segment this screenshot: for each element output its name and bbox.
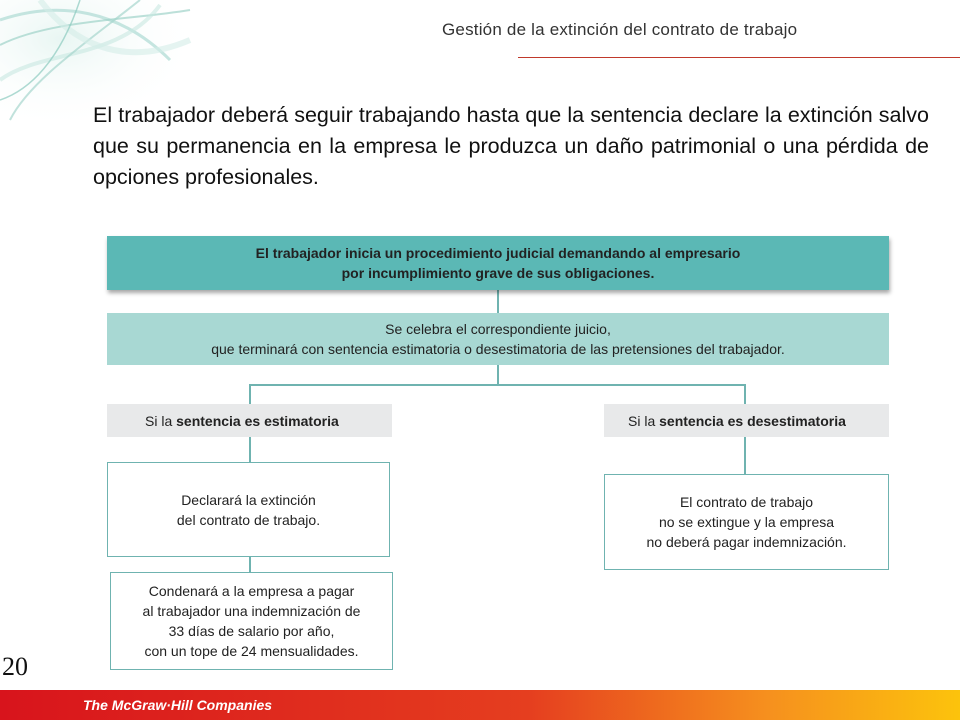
outcome-extincion-line-2: del contrato de trabajo. — [176, 511, 321, 528]
outcome-indemnizacion-line-2: al trabajador una indemnización de — [142, 603, 361, 619]
branch-right-bold: sentencia es desestimatoria — [659, 412, 846, 429]
trial-box — [107, 313, 889, 365]
branch-left-prefix: Si la — [145, 412, 177, 429]
branch-right-prefix: Si la — [628, 412, 660, 429]
publisher-logo: The McGraw·Hill Companies — [83, 697, 273, 713]
outcome-no-extincion-line-1: El contrato de trabajo — [679, 494, 814, 510]
outcome-extincion-box — [107, 462, 390, 557]
intro-paragraph: El trabajador deberá seguir trabajando hasta que la sentencia declare la extinción salvo que su permanencia en la empresa le produzca un daño patrimonial o una pérdida de opciones profesionales. — [93, 103, 929, 189]
connector-branch-horizontal — [249, 384, 745, 386]
branch-estimatoria — [107, 404, 392, 437]
connector-left-outcomes — [249, 557, 251, 572]
page-number: 20 — [2, 652, 28, 681]
start-line-1: El trabajador inicia un procedimiento judicial demandando al empresario — [255, 245, 741, 261]
outcome-indemnizacion-line-3: 33 días de salario por año, — [168, 623, 335, 639]
connector-left-branch-outcome — [249, 437, 251, 462]
connector-start-trial — [497, 290, 499, 313]
outcome-no-extincion-line-3: no deberá pagar indemnización. — [646, 534, 847, 550]
outcome-no-extincion-box — [604, 474, 889, 570]
connector-right-drop — [744, 384, 746, 404]
connector-left-drop — [249, 384, 251, 404]
branch-left-bold: sentencia es estimatoria — [176, 412, 339, 429]
connector-right-branch-outcome — [744, 437, 746, 474]
connector-trial-down — [497, 365, 499, 385]
header-divider — [518, 57, 960, 58]
outcome-indemnizacion-line-1: Condenará a la empresa a pagar — [148, 583, 355, 599]
trial-line-2: que terminará con sentencia estimatoria o desestimatoria de las pretensiones del trabajador. — [211, 341, 785, 357]
outcome-indemnizacion-line-4: con un tope de 24 mensualidades. — [144, 643, 359, 659]
start-box — [107, 236, 889, 290]
start-line-2: por incumplimiento grave de sus obligaciones. — [341, 265, 655, 281]
slide-header-title: Gestión de la extinción del contrato de trabajo — [442, 20, 798, 39]
outcome-extincion-line-1: Declarará la extinción — [181, 491, 316, 508]
branch-desestimatoria — [604, 404, 889, 437]
outcome-no-extincion-line-2: no se extingue y la empresa — [658, 514, 835, 530]
outcome-indemnizacion-box — [110, 572, 393, 670]
trial-line-1: Se celebra el correspondiente juicio, — [385, 321, 611, 337]
